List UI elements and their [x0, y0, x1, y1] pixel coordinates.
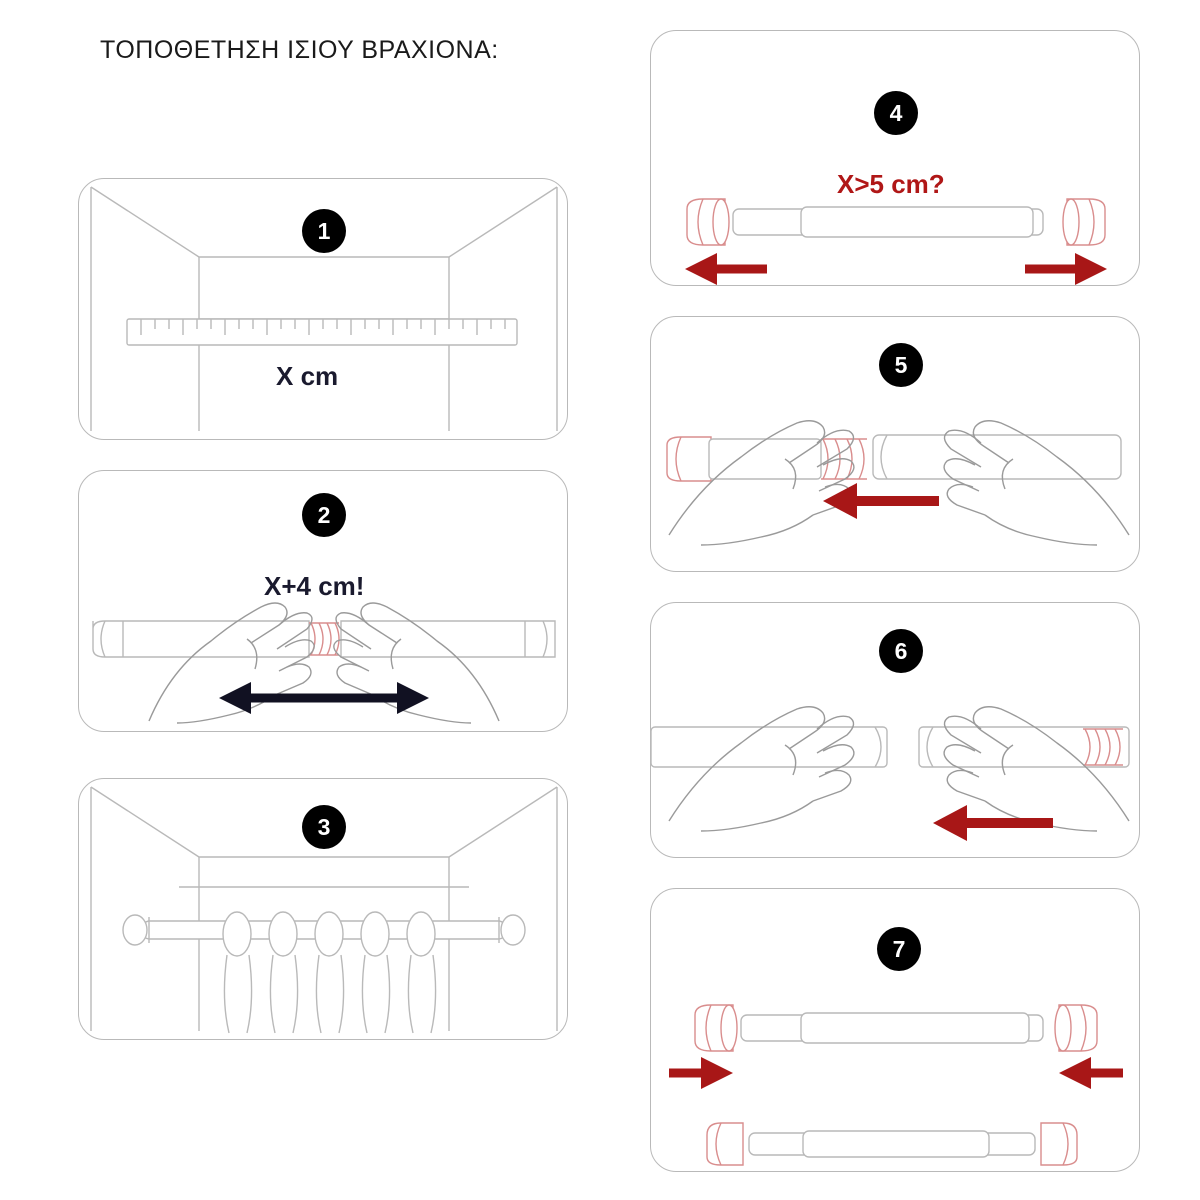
rod-right: [873, 435, 1121, 479]
step-panel-1: [78, 178, 568, 440]
rod-end-cap-left: [695, 1005, 737, 1051]
step-badge-4: 4: [874, 91, 918, 135]
step-badge-5: 5: [879, 343, 923, 387]
step-badge-3: 3: [302, 805, 346, 849]
step-badge-6: 6: [879, 629, 923, 673]
double-headed-arrow-icon: [219, 682, 429, 714]
step-panel-6: [650, 602, 1140, 858]
step-panel-2: [78, 470, 568, 732]
step-panel-7: [650, 888, 1140, 1172]
step-1-caption: X cm: [276, 361, 339, 391]
step-panel-3: [78, 778, 568, 1040]
rod-end-cap-right: [1055, 1005, 1097, 1051]
rod-right: [341, 621, 555, 657]
hand-icon-right: [944, 707, 1129, 831]
rod-left: [667, 437, 821, 481]
curtain-fabric: [224, 955, 435, 1033]
step-badge-1: 1: [302, 209, 346, 253]
red-arrow-left: [685, 253, 767, 285]
step-panel-4: [650, 30, 1140, 286]
red-arrow-left-inward: [1059, 1057, 1123, 1089]
step-badge-2: 2: [302, 493, 346, 537]
curtain-rod-top: [741, 1013, 1043, 1043]
step-panel-5: [650, 316, 1140, 572]
hand-icon-left: [669, 707, 854, 831]
step-2-caption: X+4 cm!: [264, 571, 365, 601]
step-4-caption: X>5 cm?: [837, 169, 945, 199]
red-arrow-right-inward: [669, 1057, 733, 1089]
step-badge-7: 7: [877, 927, 921, 971]
red-arrow-left: [933, 805, 1053, 841]
red-arrow-right: [1025, 253, 1107, 285]
page-title: ΤΟΠΟΘΕΤΗΣΗ ΙΣΙΟΥ ΒΡΑΧΙΟΝΑ:: [100, 36, 499, 64]
curtain-rod: [733, 207, 1043, 237]
rod-compressed: [707, 1123, 1077, 1165]
step-4-illustration: [651, 31, 1141, 287]
rod-end-cap-right: [1063, 199, 1105, 245]
red-arrow-left: [823, 483, 939, 519]
rod-end-cap-left: [687, 199, 729, 245]
